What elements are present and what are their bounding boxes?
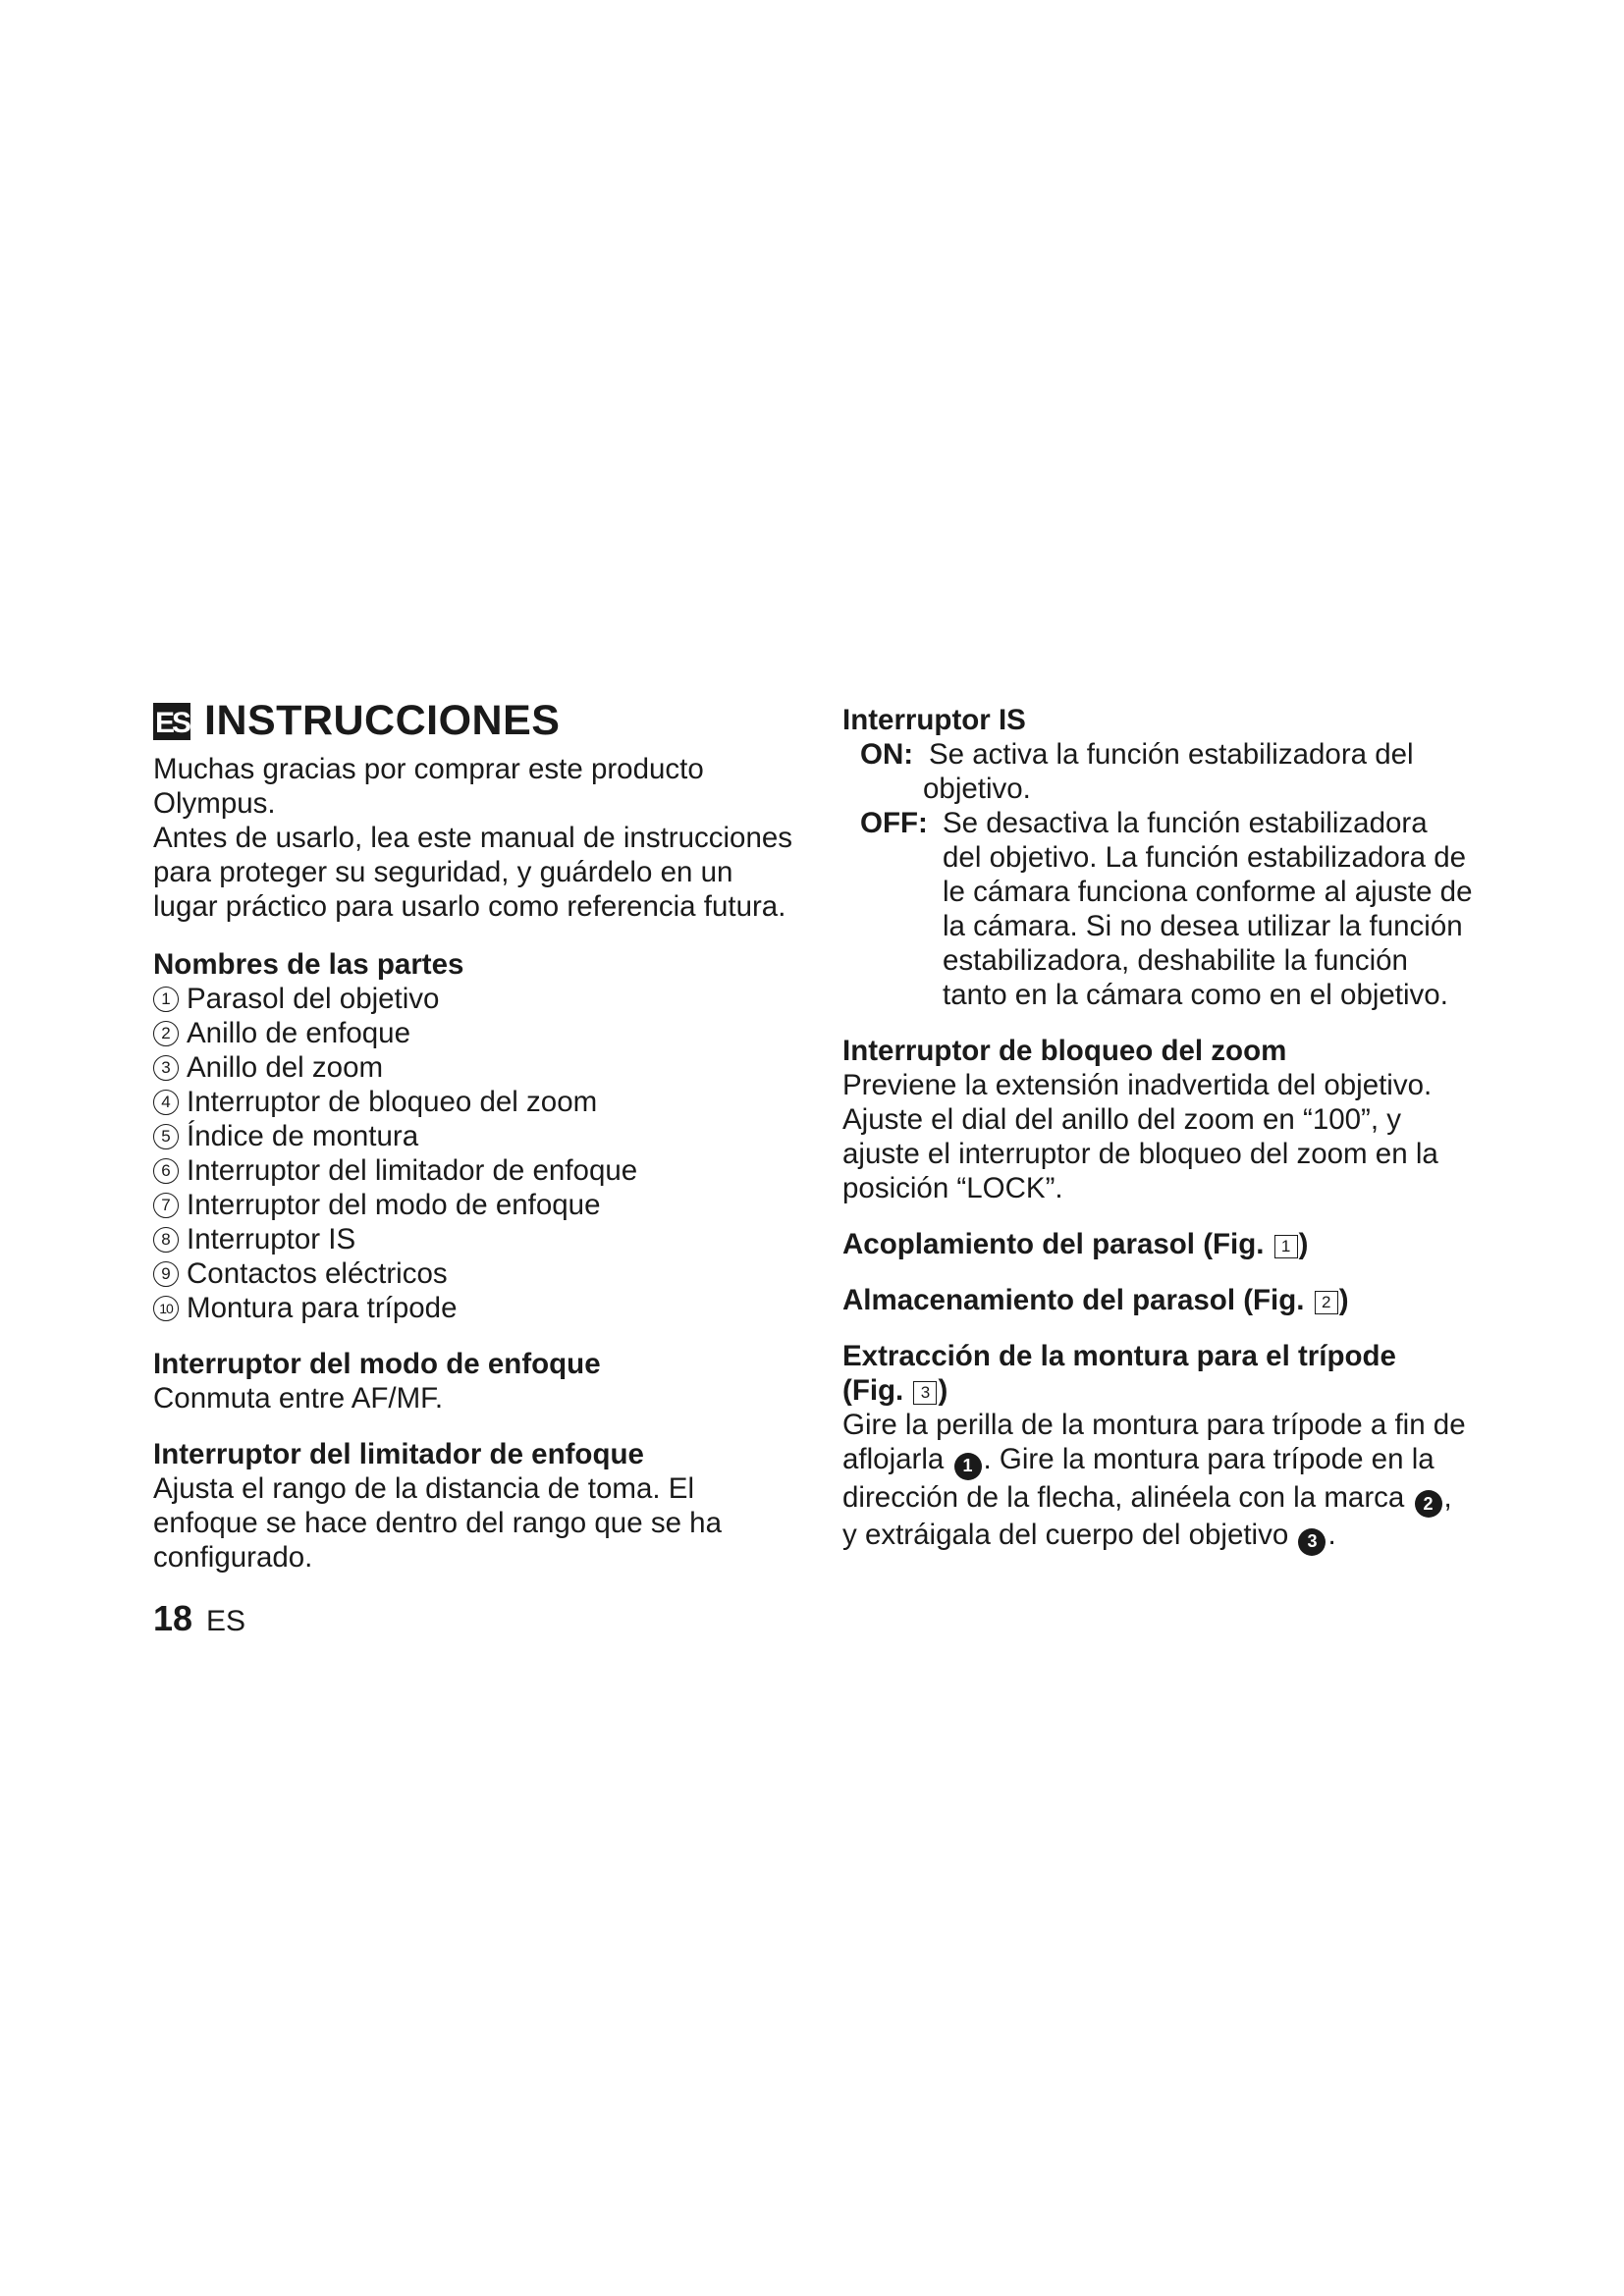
list-item <box>153 1188 801 1222</box>
zoom-lock-text: ajuste el interruptor de bloqueo del zoom en la <box>842 1138 1438 1170</box>
tripod-heading: Extracción de la montura para el trípode <box>842 1340 1396 1372</box>
intro-line: Olympus. <box>153 787 276 820</box>
parts-list <box>153 982 801 1325</box>
language-badge: ES <box>153 703 190 740</box>
part-label: Contactos eléctricos <box>187 1257 448 1290</box>
part-label: Interruptor del limitador de enfoque <box>187 1154 638 1187</box>
list-item <box>153 1119 801 1153</box>
tripod-heading-fig: (Fig. 3 ) <box>842 1374 948 1407</box>
number-circle-icon: 3 <box>153 1055 179 1081</box>
focus-limiter-text: configurado. <box>153 1541 313 1574</box>
page-footer <box>153 1598 245 1639</box>
part-label: Anillo de enfoque <box>187 1017 410 1049</box>
number-circle-icon: 6 <box>153 1158 179 1184</box>
list-item <box>153 1222 801 1256</box>
part-label: Índice de montura <box>187 1120 419 1152</box>
focus-mode-text: Conmuta entre AF/MF. <box>153 1382 444 1415</box>
hood-store-heading: Almacenamiento del parasol (Fig. 2 ) <box>842 1284 1349 1316</box>
off-text: la cámara. Si no desea utilizar la función <box>943 910 1463 942</box>
number-circle-icon: 1 <box>153 987 179 1012</box>
page-language: ES <box>206 1605 246 1637</box>
off-text: estabilizadora, deshabilite la función <box>943 944 1408 977</box>
number-circle-icon: 9 <box>153 1261 179 1287</box>
step-3-icon: 3 <box>1298 1528 1326 1556</box>
section-title <box>153 691 801 750</box>
part-label: Parasol del objetivo <box>187 983 440 1015</box>
tripod-text: Gire la perilla de la montura para trípode a fin de <box>842 1409 1466 1441</box>
focus-mode-heading: Interruptor del modo de enfoque <box>153 1348 601 1380</box>
step-1-icon: 1 <box>954 1453 982 1480</box>
part-label: Interruptor del modo de enfoque <box>187 1189 601 1221</box>
off-row <box>842 806 1490 840</box>
off-text: Se desactiva la función estabilizadora <box>943 807 1428 839</box>
number-circle-icon: 4 <box>153 1090 179 1115</box>
on-row <box>842 737 1490 772</box>
focus-limiter-heading: Interruptor del limitador de enfoque <box>153 1438 644 1470</box>
number-circle-icon: 10 <box>153 1296 179 1321</box>
zoom-lock-text: Previene la extensión inadvertida del objetivo. <box>842 1069 1433 1101</box>
is-switch-heading: Interruptor IS <box>842 704 1026 736</box>
tripod-text: dirección de la flecha, alinéela con la marca 2 , <box>842 1480 1490 1519</box>
list-item <box>153 1050 801 1085</box>
part-label: Interruptor de bloqueo del zoom <box>187 1086 598 1118</box>
on-key: ON: <box>860 738 914 771</box>
number-circle-icon: 8 <box>153 1227 179 1253</box>
figure-ref-icon: 1 <box>1274 1235 1298 1258</box>
focus-limiter-text: Ajusta el rango de la distancia de toma. El <box>153 1472 694 1505</box>
right-column <box>842 691 1490 1556</box>
tripod-text: y extráigala del cuerpo del objetivo 3 . <box>842 1518 1490 1556</box>
part-label: Interruptor IS <box>187 1223 356 1255</box>
parts-heading: Nombres de las partes <box>153 948 464 981</box>
focus-limiter-text: enfoque se hace dentro del rango que se ha <box>153 1507 722 1539</box>
list-item <box>153 1016 801 1050</box>
list-item <box>153 1256 801 1291</box>
part-label: Montura para trípode <box>187 1292 458 1324</box>
page-title: INSTRUCCIONES <box>204 696 561 744</box>
intro-line: para proteger su seguridad, y guárdelo en un <box>153 856 733 888</box>
figure-ref-icon: 2 <box>1315 1291 1338 1314</box>
list-item <box>153 1291 801 1325</box>
number-circle-icon: 5 <box>153 1124 179 1149</box>
off-text: le cámara funciona conforme al ajuste de <box>943 876 1473 908</box>
off-text: tanto en la cámara como en el objetivo. <box>943 979 1448 1011</box>
intro-line: lugar práctico para usarlo como referencia futura. <box>153 890 786 923</box>
part-label: Anillo del zoom <box>187 1051 384 1084</box>
on-text: objetivo. <box>923 773 1031 805</box>
on-text: Se activa la función estabilizadora del <box>929 738 1414 771</box>
left-column <box>153 691 801 1575</box>
list-item <box>153 982 801 1016</box>
number-circle-icon: 2 <box>153 1021 179 1046</box>
page-number: 18 <box>153 1598 193 1638</box>
intro-line: Antes de usarlo, lea este manual de instrucciones <box>153 822 793 854</box>
figure-ref-icon: 3 <box>913 1381 937 1405</box>
off-text: del objetivo. La función estabilizadora de <box>943 841 1467 874</box>
tripod-text: aflojarla 1 . Gire la montura para trípode en la <box>842 1442 1490 1480</box>
off-key: OFF: <box>860 807 928 839</box>
list-item <box>153 1085 801 1119</box>
list-item <box>153 1153 801 1188</box>
zoom-lock-text: Ajuste el dial del anillo del zoom en “100”, y <box>842 1103 1402 1136</box>
zoom-lock-text: posición “LOCK”. <box>842 1172 1063 1204</box>
step-2-icon: 2 <box>1415 1490 1442 1518</box>
intro-line: Muchas gracias por comprar este producto <box>153 753 704 785</box>
hood-attach-heading: Acoplamiento del parasol (Fig. 1 ) <box>842 1228 1309 1260</box>
number-circle-icon: 7 <box>153 1193 179 1218</box>
zoom-lock-heading: Interruptor de bloqueo del zoom <box>842 1035 1287 1067</box>
